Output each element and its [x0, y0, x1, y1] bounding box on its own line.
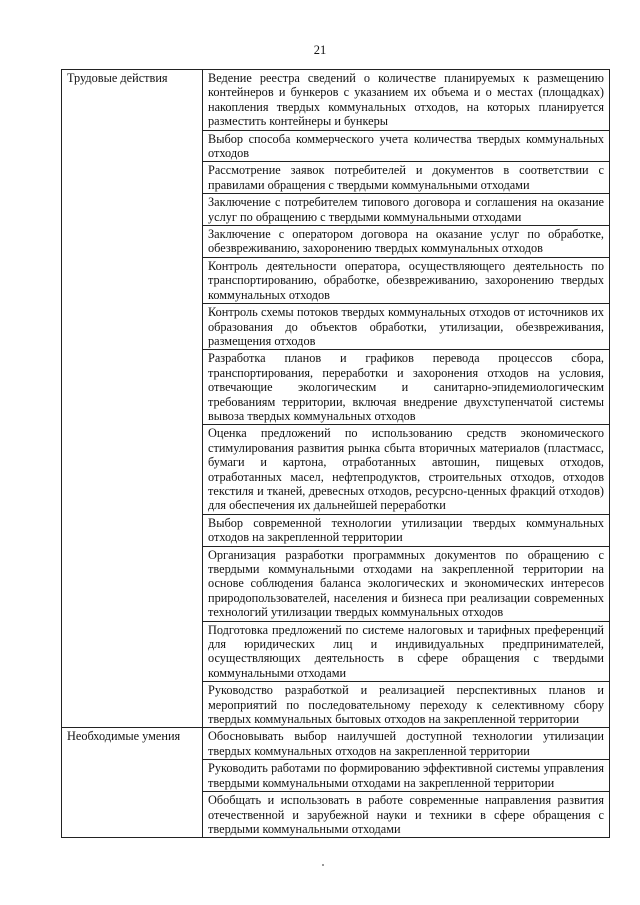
section-item: Ведение реестра сведений о количестве планируемых к размещению контейнеров и бункеров с указанием их объема и о местах (площадках) накопления твердых коммунальных отходов, на которых планируется разместить контейнеры и бункеры: [203, 70, 610, 131]
section-item: Контроль схемы потоков твердых коммунальных отходов от источников их образования до объектов обработки, утилизации, обезвреживания, размещения отходов: [203, 304, 610, 350]
section-item: Разработка планов и графиков перевода процессов сбора, транспортирования, переработки и захоронения отходов на условия, отвечающие экологическим и санитарно-эпидемиологическим требованиям территории, включая внедрение двухступенчатой системы вывоза твердых коммунальных отходов: [203, 350, 610, 425]
section-label: Необходимые умения: [62, 728, 203, 838]
section-item: Обобщать и использовать в работе современные направления развития отечественной и зарубежной науки и техники в сфере обращения с твердыми коммунальными отходами: [203, 792, 610, 838]
section-item: Выбор современной технологии утилизации твердых коммунальных отходов на закрепленной территории: [203, 514, 610, 546]
section-item: Рассмотрение заявок потребителей и документов в соответствии с правилами обращения с твердыми коммунальными отходами: [203, 162, 610, 194]
section-label: Трудовые действия: [62, 70, 203, 728]
section-item: Руководство разработкой и реализацией перспективных планов и мероприятий по последовательному переходу к селективному сбору твердых коммунальных бытовых отходов на закрепленной территории: [203, 682, 610, 728]
section-item: Обосновывать выбор наилучшей доступной технологии утилизации твердых коммунальных отходов на закрепленной территории: [203, 728, 610, 760]
section-item: Выбор способа коммерческого учета количества твердых коммунальных отходов: [203, 130, 610, 162]
qualification-table-body: [62, 70, 610, 838]
scan-speck: [322, 864, 324, 866]
page-number: 21: [313, 43, 327, 57]
section-item: Заключение с оператором договора на оказание услуг по обработке, обезвреживанию, захоронению твердых коммунальных отходов: [203, 226, 610, 258]
qualification-table: [61, 69, 610, 838]
table-row: [62, 728, 610, 760]
section-item: Руководить работами по формированию эффективной системы управления твердыми коммунальными отходами на закрепленной территории: [203, 760, 610, 792]
section-item: Подготовка предложений по системе налоговых и тарифных преференций для юридических лиц и индивидуальных предпринимателей, осуществляющих деятельность в сфере обращения с твердыми коммунальными отходами: [203, 621, 610, 682]
section-item: Заключение с потребителем типового договора и соглашения на оказание услуг по обращению с твердыми коммунальными отходами: [203, 194, 610, 226]
section-item: Оценка предложений по использованию средств экономического стимулирования развития рынка сбыта вторичных материалов (пластмасс, бумаги и картона, отработанных автошин, пищевых отходов, отработанных масел, нефтепродуктов, строительных отходов, отходов текстиля и тканей, древесных отходов, ресурсно-ценных фракций отходов) для обеспечения их дальнейшей переработки: [203, 425, 610, 514]
table-row: [62, 70, 610, 131]
section-item: Контроль деятельности оператора, осуществляющего деятельность по транспортированию, обработке, обезвреживанию, захоронению твердых коммунальных отходов: [203, 257, 610, 303]
section-item: Организация разработки программных документов по обращению с твердыми коммунальными отходами на закрепленной территории на основе соблюдения баланса экологических и экономических интересов природопользователей, населения и бизнеса при реализации современных технологий утилизации твердых коммунальных отходов: [203, 546, 610, 621]
